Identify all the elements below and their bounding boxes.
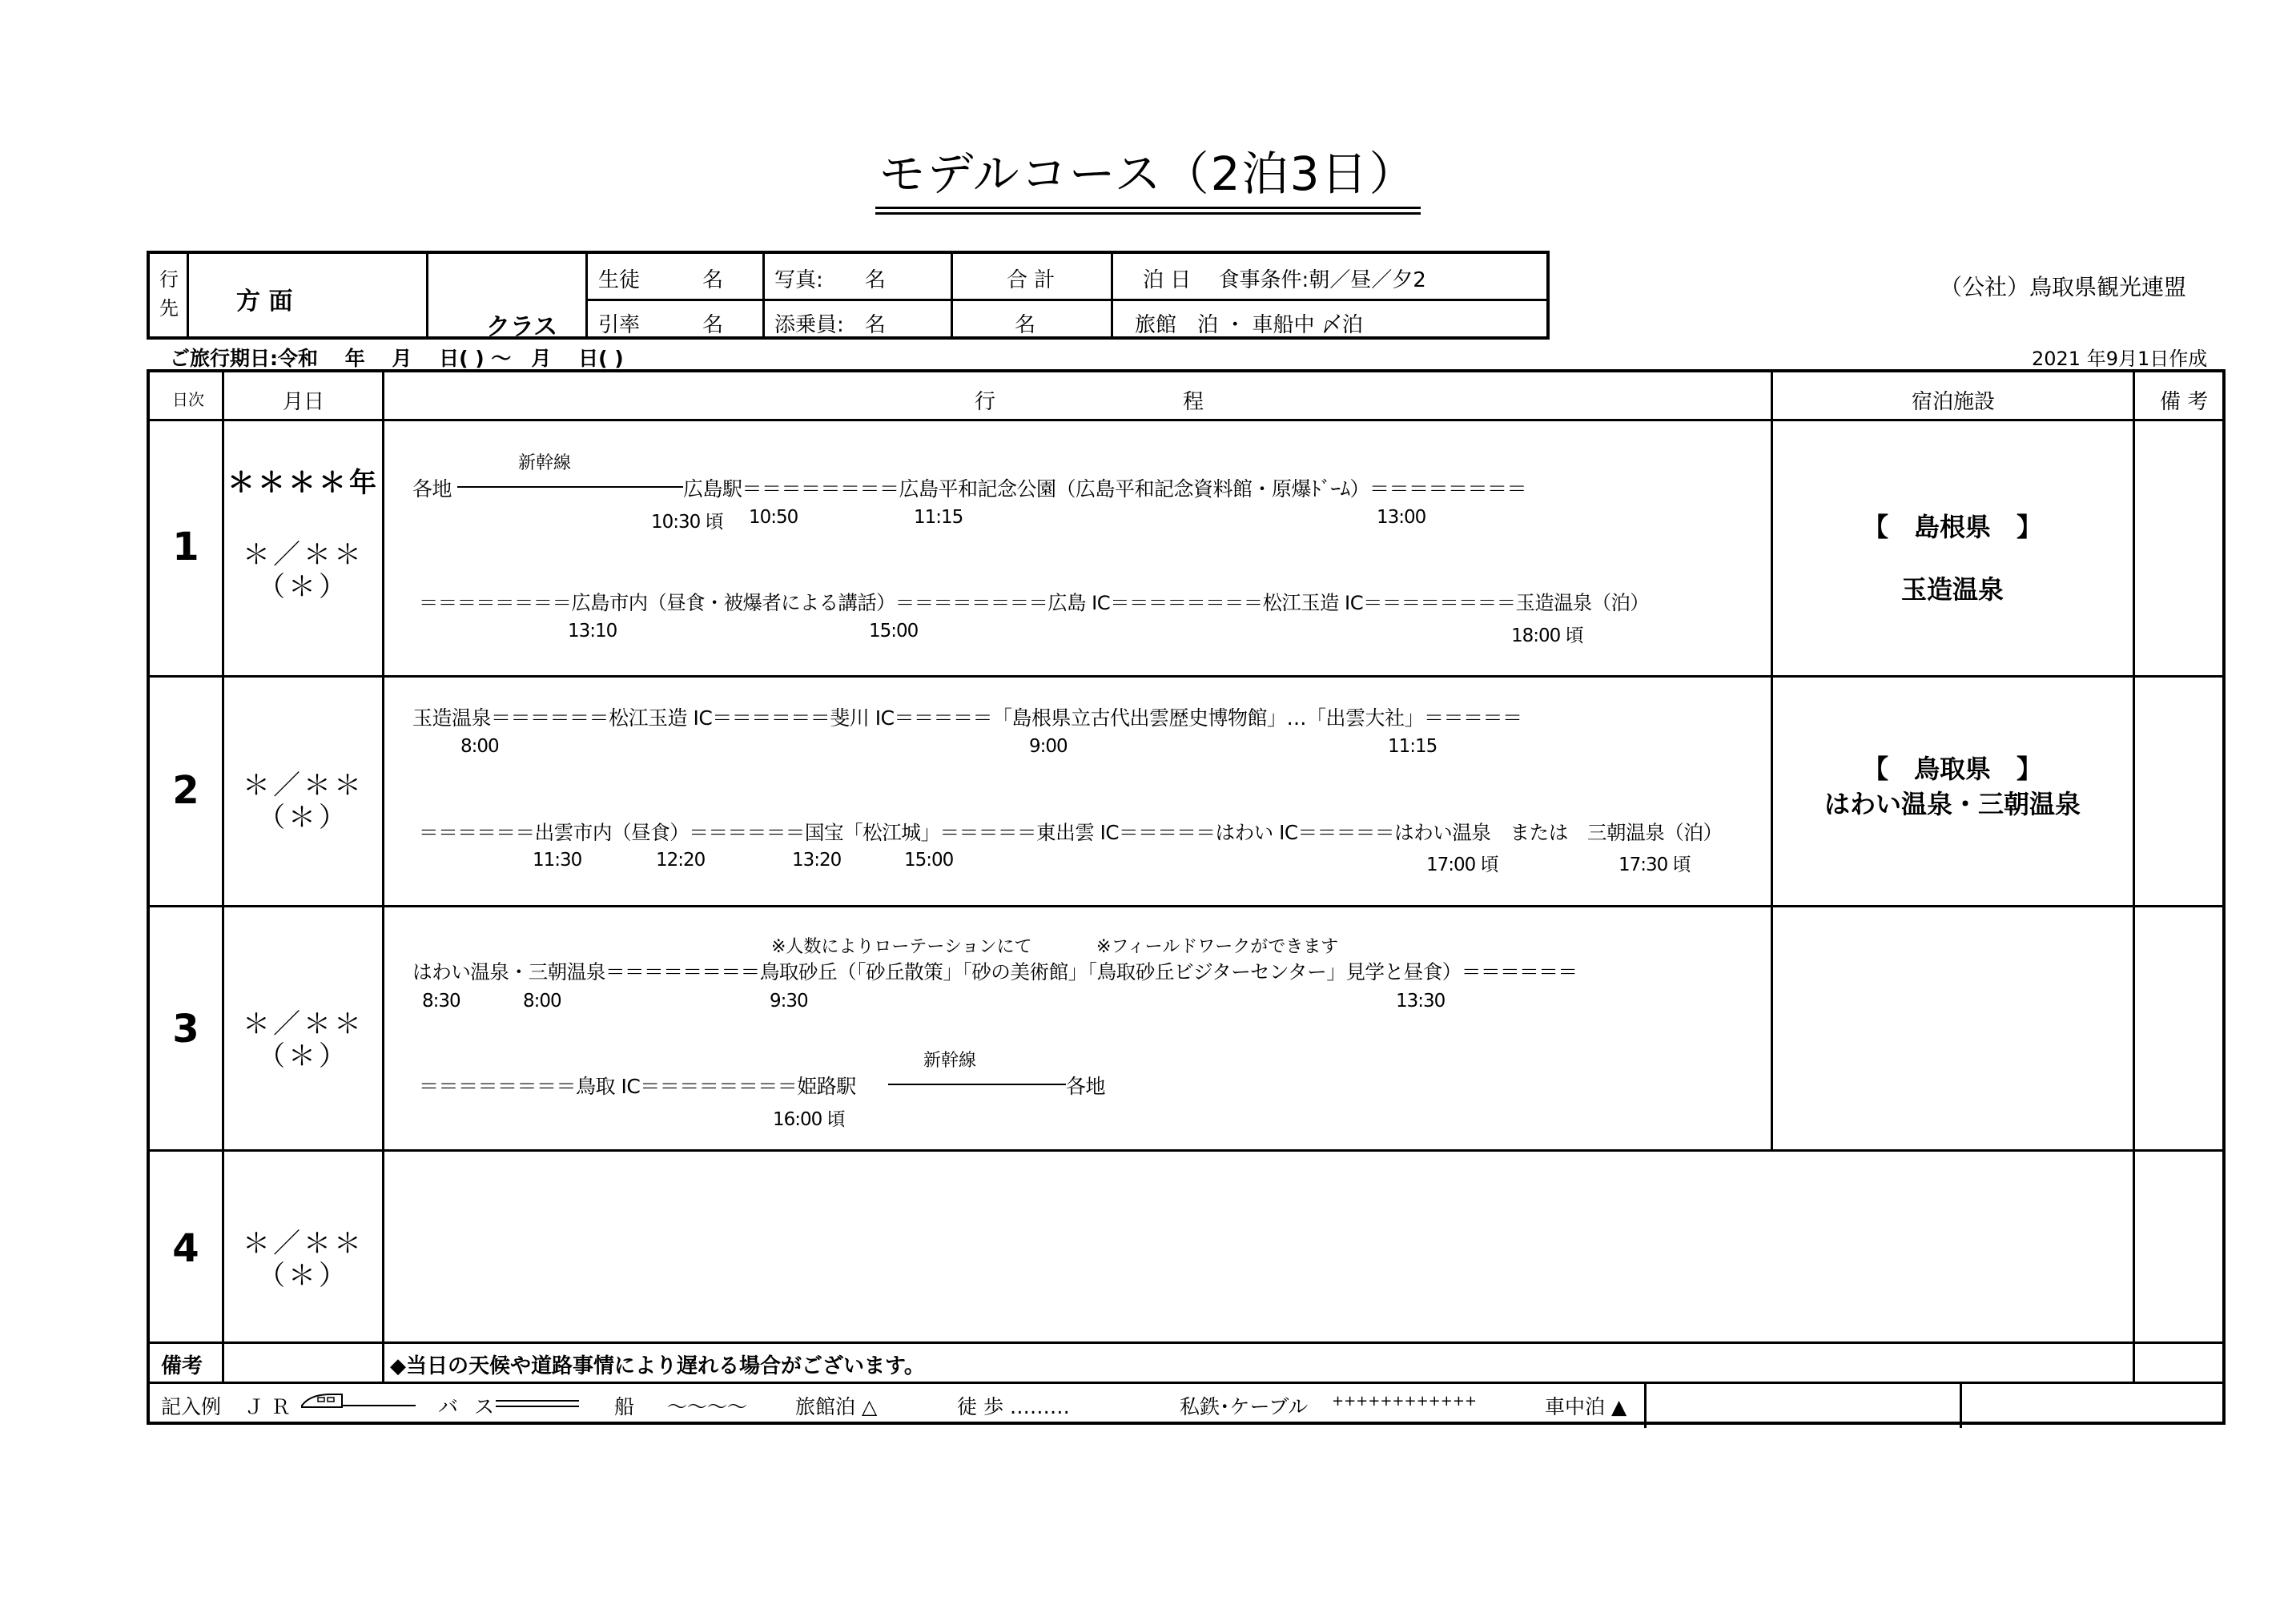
time: 9:30 <box>770 991 808 1012</box>
hdr-divider <box>1111 254 1113 336</box>
col-shukuhaku: 宿泊施設 <box>1912 390 1996 414</box>
legend-car: 車中泊 ▲ <box>1545 1395 1627 1418</box>
col-nichiji: 日次 <box>172 390 204 409</box>
time: 11:15 <box>914 507 963 528</box>
legend-bus: バ ス <box>438 1395 499 1418</box>
shashin-label: 写真: 名 <box>774 268 886 292</box>
created-date: 2021 年9月1日作成 <box>2032 348 2208 370</box>
grid-divider <box>2133 372 2135 1382</box>
remarks-label: 備考 <box>161 1354 203 1378</box>
time: 11:15 <box>1388 736 1438 757</box>
legend-private-rail: 私鉄･ケーブル <box>1180 1395 1309 1418</box>
day-dow: （＊） <box>258 1040 349 1072</box>
time: 15:00 <box>869 621 919 642</box>
shinkansen-line <box>888 1084 1066 1085</box>
tenjouin-label: 添乗員: 名 <box>774 313 886 337</box>
time: 10:30 頃 <box>651 512 723 533</box>
legend-walk: 徒 歩 ……… <box>957 1395 1070 1418</box>
hdr-row-divider <box>586 299 1546 301</box>
shinkansen-note: 新幹線 <box>518 453 572 473</box>
time: 13:30 <box>1396 991 1446 1012</box>
hdr-divider <box>762 254 765 336</box>
time: 13:20 <box>792 850 842 871</box>
day-number: 3 <box>172 1007 199 1052</box>
remarks-text: ◆当日の天候や道路事情により遅れる場合がございます。 <box>390 1354 925 1378</box>
title-text: モデルコース（2泊3日） <box>875 136 1420 209</box>
itinerary-end: 各地 <box>1066 1075 1106 1098</box>
grid-row-divider <box>150 675 2222 678</box>
mei-label: 名 <box>1015 313 1036 337</box>
time: 13:00 <box>1377 507 1426 528</box>
day-dow: （＊） <box>258 1260 349 1292</box>
hdr-divider <box>585 254 588 336</box>
day-dow: （＊） <box>258 802 349 834</box>
time: 12:20 <box>656 850 706 871</box>
legend-private-rail-mark: ++++++++++++ <box>1332 1393 1477 1410</box>
time: 17:00 頃 <box>1426 855 1498 875</box>
inritsu-label: 引率 名 <box>598 313 724 337</box>
time: 8:00 <box>460 736 499 757</box>
hdr-divider <box>426 254 428 336</box>
day-number: 4 <box>172 1226 199 1271</box>
time: 15:00 <box>904 850 954 871</box>
col-koutei: 行 程 <box>975 390 1204 414</box>
itinerary-line: 広島駅＝＝＝＝＝＝＝＝広島平和記念公園（広島平和記念資料館・原爆ﾄﾞｰﾑ）＝＝＝＝＝＝＝＝ <box>683 477 1527 501</box>
time: 17:30 頃 <box>1618 855 1691 875</box>
ryokan-label: 旅館 泊 ・ 車船中 〆泊 <box>1135 313 1363 337</box>
time: 8:00 <box>523 991 561 1012</box>
rotation-note: ※人数によりローテーションにて <box>771 937 1032 957</box>
itinerary-line: ＝＝＝＝＝＝＝＝鳥取 IC＝＝＝＝＝＝＝＝姫路駅 <box>419 1075 856 1098</box>
legend-label: 記入例 <box>161 1395 222 1418</box>
grid-divider <box>1644 1382 1647 1428</box>
col-gappi: 月日 <box>283 390 325 414</box>
hdr-divider <box>187 254 189 336</box>
itinerary-start: 各地 <box>412 477 452 501</box>
day-date: ＊／＊＊ <box>243 1228 364 1260</box>
grid-row-divider <box>150 905 2222 907</box>
class-label: クラス <box>486 313 558 341</box>
time: 9:00 <box>1029 736 1068 757</box>
travel-period: ご旅行期日:令和 年 月 日( ) ～ 月 日( ) <box>170 347 624 370</box>
hdr-divider <box>951 254 953 336</box>
time: 8:30 <box>422 991 460 1012</box>
legend-ship-mark: ～～～～ <box>667 1395 748 1418</box>
grid-row-divider <box>150 1149 2222 1152</box>
ikisaki-label: 行 先 <box>159 268 179 320</box>
hakujitsu-label: 泊 日 食事条件:朝／昼／夕2 <box>1143 268 1426 292</box>
shinkansen-note: 新幹線 <box>923 1051 977 1071</box>
hotel-prefecture: 【 島根県 】 <box>1862 512 2042 542</box>
train-icon <box>299 1388 419 1417</box>
grid-row-divider <box>150 1382 2222 1384</box>
day-date: ＊／＊＊ <box>243 539 364 571</box>
itinerary-table <box>147 369 2226 1425</box>
grid-row-divider <box>150 1341 2222 1344</box>
legend-jr: ＪＲ <box>244 1395 298 1418</box>
time: 11:30 <box>533 850 582 871</box>
time: 18:00 頃 <box>1511 625 1583 646</box>
hotel-name: はわい温泉・三朝温泉 <box>1824 789 2081 819</box>
grid-divider <box>1960 1382 1962 1428</box>
organization-name: （公社）鳥取県観光連盟 <box>1940 274 2187 300</box>
hotel-name: 玉造温泉 <box>1900 574 2004 605</box>
grid-row-divider <box>150 419 2222 421</box>
time: 16:00 頃 <box>773 1109 845 1130</box>
itinerary-line: はわい温泉・三朝温泉＝＝＝＝＝＝＝＝鳥取砂丘（「砂丘散策」「砂の美術館」「鳥取砂丘ビジターセンター」見学と昼食）＝＝＝＝＝＝ <box>412 960 1578 983</box>
day-number: 1 <box>172 525 199 569</box>
seito-label: 生徒 名 <box>598 268 724 292</box>
day-dow: （＊） <box>258 571 349 603</box>
shinkansen-line <box>457 486 683 488</box>
document-title <box>0 136 2296 209</box>
day-number: 2 <box>172 768 199 813</box>
time: 10:50 <box>749 507 798 528</box>
itinerary-line: 玉造温泉＝＝＝＝＝＝松江玉造 IC＝＝＝＝＝＝斐川 IC＝＝＝＝＝「島根県立古代出雲歴史博物館」…「出雲大社」＝＝＝＝＝ <box>412 706 1522 730</box>
fieldwork-note: ※フィールドワークができます <box>1096 937 1339 957</box>
hotel-prefecture: 【 鳥取県 】 <box>1862 754 2042 784</box>
header-table <box>147 251 1550 340</box>
day-year: ＊＊＊＊年 <box>227 467 380 499</box>
goukei-label: 合 計 <box>1007 268 1056 292</box>
legend-ship: 船 <box>614 1395 635 1418</box>
day-date: ＊／＊＊ <box>243 770 364 802</box>
day-date: ＊／＊＊ <box>243 1008 364 1040</box>
col-bikou: 備 考 <box>2160 390 2209 414</box>
legend-ryokan: 旅館泊 △ <box>795 1395 878 1418</box>
homen-label: 方 面 <box>236 288 293 316</box>
bus-line-icon <box>494 1393 582 1417</box>
itinerary-line: ＝＝＝＝＝＝出雲市内（昼食）＝＝＝＝＝＝国宝「松江城」＝＝＝＝＝東出雲 IC＝＝＝＝＝はわい IC＝＝＝＝＝はわい温泉 または 三朝温泉（泊） <box>419 821 1723 844</box>
time: 13:10 <box>568 621 617 642</box>
itinerary-line: ＝＝＝＝＝＝＝＝広島市内（昼食・被爆者による講話）＝＝＝＝＝＝＝＝広島 IC＝＝＝＝＝＝＝＝松江玉造 IC＝＝＝＝＝＝＝＝玉造温泉（泊） <box>419 591 1650 614</box>
